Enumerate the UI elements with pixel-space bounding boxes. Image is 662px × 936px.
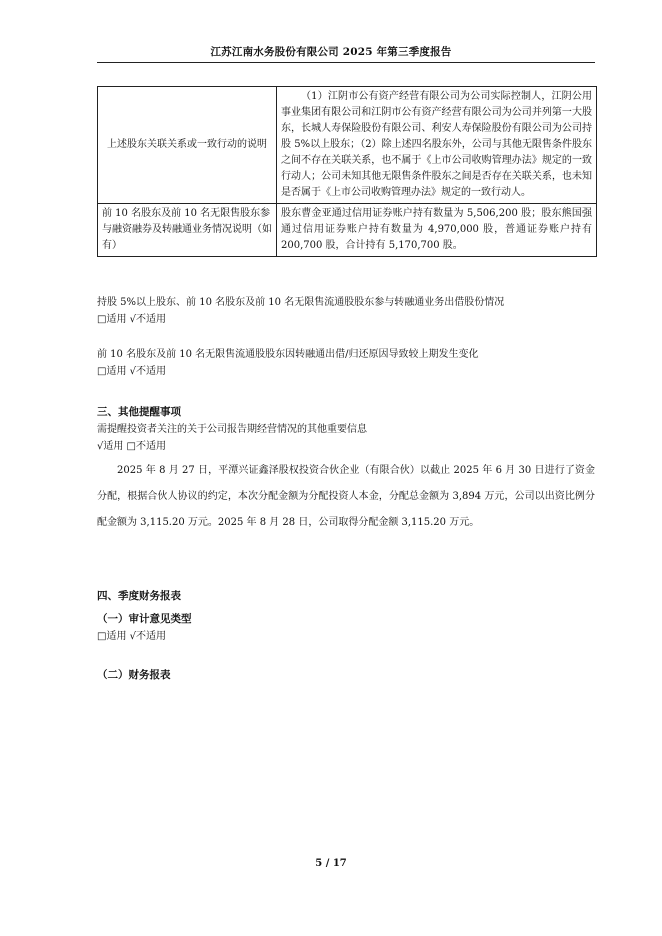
page-number: 5 / 17: [315, 858, 347, 869]
header-rule: [97, 62, 595, 63]
audit-opinion-options: □适用 √不适用: [97, 631, 166, 642]
relation-label: 上述股东关联关系或一致行动的说明: [98, 87, 277, 204]
page-header: 江苏江南水务股份有限公司 2025 年第三季度报告: [210, 46, 452, 58]
section3-options: √适用 □不适用: [97, 441, 166, 452]
section4-heading: 四、季度财务报表: [97, 590, 181, 602]
financial-statements-heading: （二）财务报表: [97, 669, 171, 681]
distribution-paragraph: 2025 年 8 月 27 日，平潭兴证鑫泽股权投资合伙企业（有限合伙）以截止 2025 年 6 月 30 日进行了资金分配，根据合伙人协议的约定，本次分配金额为分配投资人本金，分配总金额为 3,894 万元，公司以出资比例分配金额为 3,115.20 万元。2025 年 8 月 28 日，公司取得分配金额 3,115.20 万元。: [97, 465, 595, 528]
financial-statements-section: [97, 588, 597, 684]
lending-section: [97, 294, 597, 328]
audit-opinion-heading: （一）审计意见类型: [97, 613, 192, 625]
other-reminders-section: [97, 404, 597, 455]
change-title: 前 10 名股东及前 10 名无限售流通股股东因转融通出借/归还原因导致较上期发生变化: [97, 349, 479, 360]
relation-text: （1）江阴市公有资产经营有限公司为公司实际控制人，江阴公用事业集团有限公司和江阴市公有资产经营有限公司为公司并列第一大股东，长城人寿保险股份有限公司、利安人寿保险股份有限公司为公司持股 5%以上股东；（2）除上述四名股东外，公司与其他无限售条件股东之间不存在关联关系，也不属于《上市公司收购管理办法》规定的一致行动人；公司未知其他无限售条件股东之间是否存在关联关系，也未知是否属于《上市公司收购管理办法》规定的一致行动人。: [281, 91, 592, 198]
margin-value: 股东曹金亚通过信用证券账户持有数量为 5,506,200 股；股东熊国强通过信用证券账户持有数量为 4,970,000 股，普通证券账户持有 200,700 股，合计持有 5,170,700 股。: [277, 204, 597, 257]
table-row: [98, 204, 597, 257]
shareholder-notes-table: [97, 86, 597, 257]
lending-options: □适用 √不适用: [97, 314, 166, 325]
margin-label: 前 10 名股东及前 10 名无限售股东参与融资融券及转融通业务情况说明（如有）: [98, 204, 277, 257]
section3-heading: 三、其他提醒事项: [97, 406, 181, 418]
change-section: [97, 346, 597, 380]
table-row: [98, 87, 597, 204]
relation-value: [277, 87, 597, 204]
lending-title: 持股 5%以上股东、前 10 名股东及前 10 名无限售流通股股东参与转融通业务出借股份情况: [97, 297, 505, 308]
change-options: □适用 √不适用: [97, 366, 166, 377]
section3-subtitle: 需提醒投资者关注的关于公司报告期经营情况的其他重要信息: [97, 424, 367, 435]
